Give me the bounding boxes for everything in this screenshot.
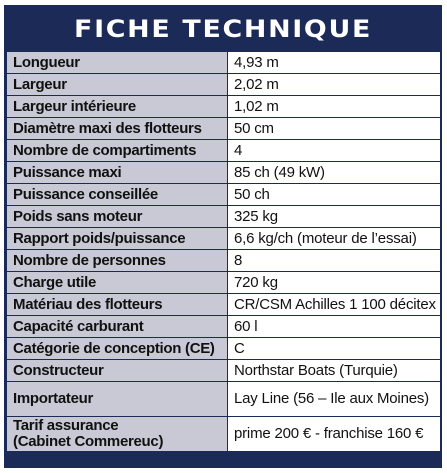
table-row xyxy=(7,118,441,140)
row-label: Poids sans moteur xyxy=(7,206,228,228)
row-value: C xyxy=(228,338,441,360)
row-label: Longueur xyxy=(7,52,228,74)
spec-sheet xyxy=(4,5,442,468)
row-label: Nombre de personnes xyxy=(7,250,228,272)
table-row xyxy=(7,52,441,74)
row-label: Capacité carburant xyxy=(7,316,228,338)
row-label xyxy=(7,417,228,452)
table-row xyxy=(7,294,441,316)
table-row xyxy=(7,250,441,272)
row-value: CR/CSM Achilles 1 100 décitex xyxy=(228,294,441,316)
table-row xyxy=(7,316,441,338)
row-label: Nombre de compartiments xyxy=(7,140,228,162)
row-label: Puissance maxi xyxy=(7,162,228,184)
row-value: 50 ch xyxy=(228,184,441,206)
row-label: Catégorie de conception (CE) xyxy=(7,338,228,360)
row-label: Diamètre maxi des flotteurs xyxy=(7,118,228,140)
row-label-line: Tarif assurance xyxy=(13,417,119,434)
row-label: Largeur xyxy=(7,74,228,96)
row-value: 720 kg xyxy=(228,272,441,294)
row-label: Matériau des flotteurs xyxy=(7,294,228,316)
row-value: Northstar Boats (Turquie) xyxy=(228,360,441,382)
table-row xyxy=(7,382,441,417)
row-value: Lay Line (56 – Ile aux Moines) xyxy=(228,382,441,417)
table-row xyxy=(7,206,441,228)
table-row xyxy=(7,140,441,162)
spec-table xyxy=(6,51,441,452)
row-value: 60 l xyxy=(228,316,441,338)
table-row xyxy=(7,162,441,184)
table-row xyxy=(7,228,441,250)
row-value: 6,6 kg/ch (moteur de l’essai) xyxy=(228,228,441,250)
table-row xyxy=(7,360,441,382)
row-label: Puissance conseillée xyxy=(7,184,228,206)
row-label: Constructeur xyxy=(7,360,228,382)
row-value: 1,02 m xyxy=(228,96,441,118)
row-label: Importateur xyxy=(7,382,228,417)
row-value: 4,93 m xyxy=(228,52,441,74)
page-title: FICHE TECHNIQUE xyxy=(74,15,372,43)
row-value: 2,02 m xyxy=(228,74,441,96)
row-label: Charge utile xyxy=(7,272,228,294)
row-label-line: (Cabinet Commereuc) xyxy=(13,433,164,450)
row-value: prime 200 € - franchise 160 € xyxy=(228,417,441,452)
table-row xyxy=(7,74,441,96)
title-bar xyxy=(6,7,440,51)
table-row xyxy=(7,272,441,294)
row-label: Rapport poids/puissance xyxy=(7,228,228,250)
row-value: 50 cm xyxy=(228,118,441,140)
table-row xyxy=(7,417,441,452)
table-row xyxy=(7,184,441,206)
row-value: 85 ch (49 kW) xyxy=(228,162,441,184)
row-value: 325 kg xyxy=(228,206,441,228)
row-value: 8 xyxy=(228,250,441,272)
row-value: 4 xyxy=(228,140,441,162)
table-row xyxy=(7,338,441,360)
table-row xyxy=(7,96,441,118)
row-label: Largeur intérieure xyxy=(7,96,228,118)
